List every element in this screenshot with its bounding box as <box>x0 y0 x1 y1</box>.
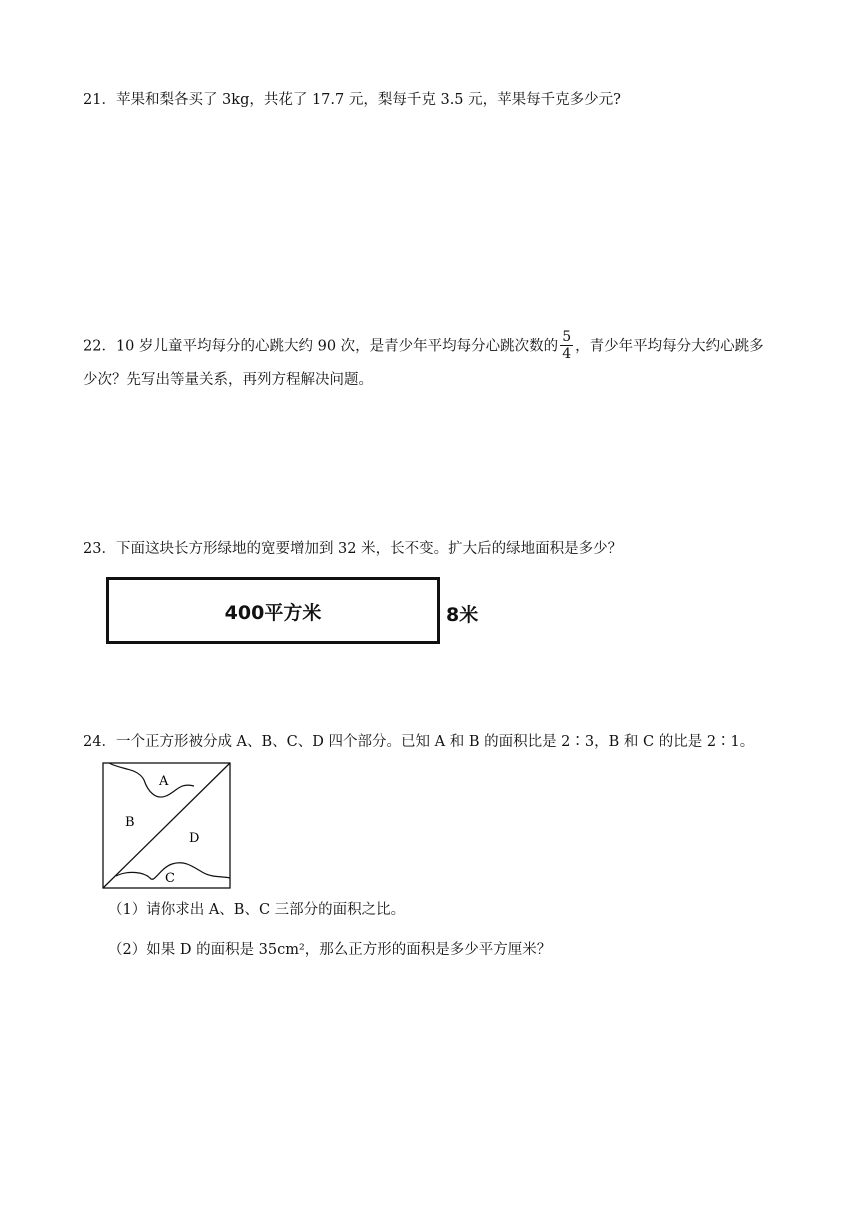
label-b: B <box>125 815 135 830</box>
label-c: C <box>165 871 175 886</box>
fraction-five-fourths <box>560 329 573 362</box>
question-21-text: 21．苹果和梨各买了 3kg，共花了 17.7 元，梨每千克 3.5 元，苹果每千克多少元? <box>83 92 621 108</box>
question-24-sub-1: （1）请你求出 A、B、C 三部分的面积之比。 <box>108 902 406 918</box>
rectangle-area-label: 400平方米 <box>224 602 322 624</box>
question-23-text: 23．下面这块长方形绿地的宽要增加到 32 米，长不变。扩大后的绿地面积是多少？ <box>83 541 623 557</box>
question-22-text-b: ，青少年平均每分大约心跳多 <box>575 338 764 355</box>
question-22-text-a: 22．10 岁儿童平均每分的心跳大约 90 次，是青少年平均每分心跳次数的 <box>83 338 559 355</box>
square-partition-figure <box>102 762 232 890</box>
curve-region-a <box>109 763 194 797</box>
rectangle-figure <box>106 577 440 644</box>
question-24-sub-2: （2）如果 D 的面积是 35cm²，那么正方形的面积是多少平方厘米？ <box>108 942 552 958</box>
question-22-line1 <box>83 330 764 363</box>
label-a: A <box>159 774 169 789</box>
fraction-denominator: 4 <box>562 346 572 362</box>
fraction-numerator: 5 <box>562 329 572 345</box>
question-24-text: 24．一个正方形被分成 A、B、C、D 四个部分。已知 A 和 B 的面积比是 2∶3，B 和 C 的比是 2∶1。 <box>83 734 755 750</box>
question-22-line2: 少次？先写出等量关系，再列方程解决问题。 <box>83 372 373 388</box>
rectangle-width-label: 8米 <box>446 604 479 626</box>
label-d: D <box>189 831 200 846</box>
